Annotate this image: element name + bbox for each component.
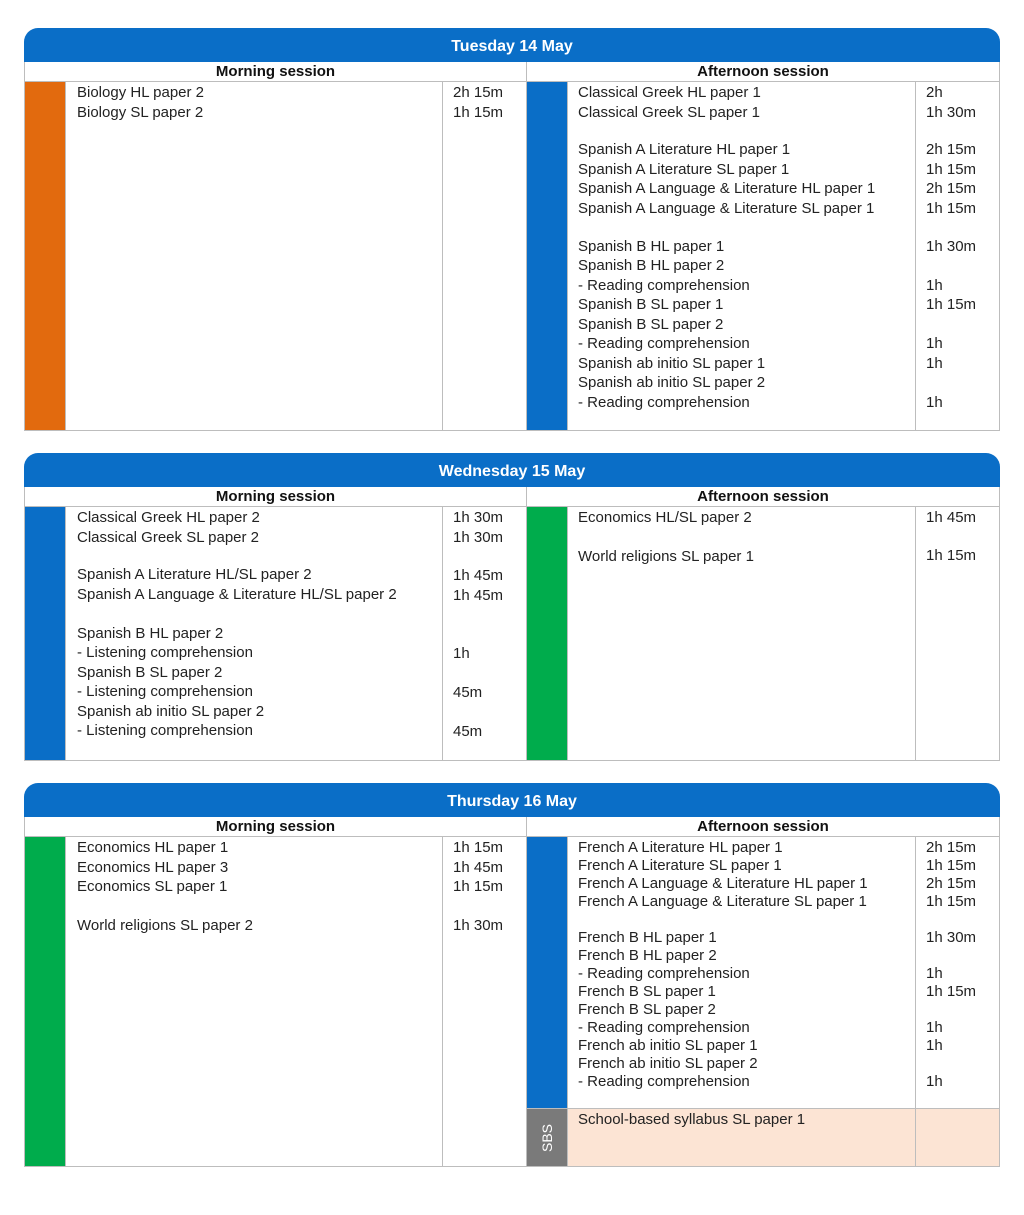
exam-duration: 1h 30m <box>453 529 504 546</box>
exam-duration: 1h 30m <box>926 929 977 946</box>
exam-subject: Spanish A Language & Literature HL/SL paper 2 <box>77 586 397 603</box>
exam-subject: - Listening comprehension <box>77 683 253 700</box>
exam-duration: 1h 15m <box>926 296 977 313</box>
exam-duration: 1h 15m <box>453 104 504 121</box>
exam-duration: 1h 15m <box>926 161 977 178</box>
exam-subject: Classical Greek HL paper 1 <box>578 84 761 101</box>
exam-subject: French B HL paper 1 <box>578 929 717 946</box>
exam-duration: 1h 45m <box>453 567 504 584</box>
day-thursday <box>24 783 1000 1167</box>
exam-subject: - Reading comprehension <box>578 335 750 352</box>
morning-session-label: Morning session <box>215 63 336 80</box>
exam-duration: 2h 15m <box>926 180 977 197</box>
exam-duration: 1h <box>926 335 943 352</box>
day-title: Thursday 16 May <box>24 783 1000 817</box>
exam-subject: Spanish ab initio SL paper 1 <box>578 355 766 372</box>
exam-subject: Economics HL paper 3 <box>77 859 229 876</box>
divider <box>442 82 443 430</box>
exam-subject: Biology HL paper 2 <box>77 84 205 101</box>
exam-subject: World religions SL paper 1 <box>578 548 754 565</box>
divider <box>65 82 66 430</box>
exam-duration: 45m <box>453 723 483 740</box>
exam-duration: 1h <box>926 277 943 294</box>
day-title: Tuesday 14 May <box>24 28 1000 62</box>
afternoon-session-label: Afternoon session <box>697 818 829 835</box>
exam-duration: 1h <box>926 394 943 411</box>
session-header-row <box>24 62 1000 82</box>
exam-duration: 1h 15m <box>453 839 504 856</box>
session-header-row <box>24 817 1000 837</box>
exam-subject: - Reading comprehension <box>578 1019 750 1036</box>
exam-subject: French B SL paper 1 <box>578 983 716 1000</box>
exam-subject: Spanish B SL paper 2 <box>578 316 724 333</box>
exam-subject: Economics HL paper 1 <box>77 839 229 856</box>
exam-duration: 1h 30m <box>453 917 504 934</box>
exam-subject: Spanish ab initio SL paper 2 <box>578 374 766 391</box>
subject-group-bar <box>527 837 567 1108</box>
exam-subject: French ab initio SL paper 2 <box>578 1055 758 1072</box>
exam-duration: 1h <box>926 1037 943 1054</box>
exam-subject: Spanish A Literature SL paper 1 <box>578 161 790 178</box>
exam-subject: Spanish ab initio SL paper 2 <box>77 703 265 720</box>
subject-group-bar <box>25 507 65 760</box>
divider <box>65 837 66 1166</box>
day-tuesday <box>24 28 1000 431</box>
divider <box>567 82 568 430</box>
morning-session-label: Morning session <box>215 488 336 505</box>
subject-group-bar <box>527 507 567 760</box>
subject-group-bar <box>25 837 65 1166</box>
day-body <box>24 82 1000 431</box>
exam-subject: - Listening comprehension <box>77 722 253 739</box>
divider <box>65 507 66 760</box>
exam-subject: - Reading comprehension <box>578 1073 750 1090</box>
exam-subject: French A Language & Literature HL paper 1 <box>578 875 868 892</box>
exam-subject: - Listening comprehension <box>77 644 253 661</box>
day-body <box>24 837 1000 1167</box>
exam-duration: 1h 15m <box>926 983 977 1000</box>
exam-duration: 1h 45m <box>453 587 504 604</box>
exam-subject: French A Language & Literature SL paper 1 <box>578 893 867 910</box>
exam-duration: 1h 30m <box>453 509 504 526</box>
divider <box>567 837 568 1166</box>
exam-subject: World religions SL paper 2 <box>77 917 253 934</box>
divider <box>915 82 916 430</box>
exam-subject: French A Literature HL paper 1 <box>578 839 783 856</box>
exam-duration: 1h 45m <box>926 509 977 526</box>
divider <box>527 1108 999 1109</box>
exam-subject: Spanish B HL paper 1 <box>578 238 725 255</box>
exam-duration: 1h <box>926 355 943 372</box>
exam-subject: Spanish B SL paper 1 <box>578 296 724 313</box>
exam-subject: - Reading comprehension <box>578 394 750 411</box>
subject-group-bar <box>527 82 567 430</box>
exam-duration: 2h 15m <box>453 84 504 101</box>
exam-subject: - Reading comprehension <box>578 965 750 982</box>
divider <box>442 507 443 760</box>
exam-subject: - Reading comprehension <box>578 277 750 294</box>
exam-subject: Spanish B HL paper 2 <box>77 625 224 642</box>
exam-duration: 1h <box>926 1073 943 1090</box>
exam-subject: Economics HL/SL paper 2 <box>578 509 752 526</box>
sbs-label: SBS <box>539 1123 555 1152</box>
exam-duration: 1h <box>453 645 470 662</box>
exam-subject: Biology SL paper 2 <box>77 104 204 121</box>
day-wednesday <box>24 453 1000 761</box>
divider <box>567 507 568 760</box>
day-body <box>24 507 1000 761</box>
exam-duration: 1h 15m <box>926 200 977 217</box>
divider <box>442 837 443 1166</box>
exam-subject: Spanish A Literature HL/SL paper 2 <box>77 566 312 583</box>
exam-subject: Spanish B HL paper 2 <box>578 257 725 274</box>
exam-duration: 1h 30m <box>926 238 977 255</box>
exam-duration: 1h 15m <box>926 857 977 874</box>
exam-duration: 45m <box>453 684 483 701</box>
exam-subject: Spanish A Language & Literature HL paper 1 <box>578 180 876 197</box>
exam-duration: 1h 30m <box>926 104 977 121</box>
exam-duration: 1h 15m <box>453 878 504 895</box>
divider <box>915 507 916 760</box>
exam-subject: French B SL paper 2 <box>578 1001 716 1018</box>
exam-duration: 1h <box>926 965 943 982</box>
sbs-exam-subject: School-based syllabus SL paper 1 <box>578 1111 806 1128</box>
exam-subject: Spanish B SL paper 2 <box>77 664 223 681</box>
exam-subject: Spanish A Literature HL paper 1 <box>578 141 791 158</box>
exam-duration: 2h <box>926 84 943 101</box>
exam-duration: 2h 15m <box>926 141 977 158</box>
exam-subject: Economics SL paper 1 <box>77 878 228 895</box>
exam-subject: French ab initio SL paper 1 <box>578 1037 758 1054</box>
exam-duration: 1h 15m <box>926 547 977 564</box>
exam-duration: 1h 45m <box>453 859 504 876</box>
sbs-label-block <box>527 1109 567 1166</box>
morning-session-label: Morning session <box>215 818 336 835</box>
exam-subject: Spanish A Language & Literature SL paper 1 <box>578 200 875 217</box>
exam-duration: 1h 15m <box>926 893 977 910</box>
afternoon-session-label: Afternoon session <box>697 63 829 80</box>
exam-subject: French B HL paper 2 <box>578 947 717 964</box>
divider <box>915 837 916 1166</box>
afternoon-session-label: Afternoon session <box>697 488 829 505</box>
exam-subject: French A Literature SL paper 1 <box>578 857 782 874</box>
exam-subject: Classical Greek SL paper 2 <box>77 529 260 546</box>
exam-duration: 2h 15m <box>926 875 977 892</box>
subject-group-bar <box>25 82 65 430</box>
exam-subject: Classical Greek SL paper 1 <box>578 104 761 121</box>
exam-duration: 1h <box>926 1019 943 1036</box>
session-header-row <box>24 487 1000 507</box>
exam-subject: Classical Greek HL paper 2 <box>77 509 260 526</box>
exam-duration: 2h 15m <box>926 839 977 856</box>
day-title: Wednesday 15 May <box>24 453 1000 487</box>
